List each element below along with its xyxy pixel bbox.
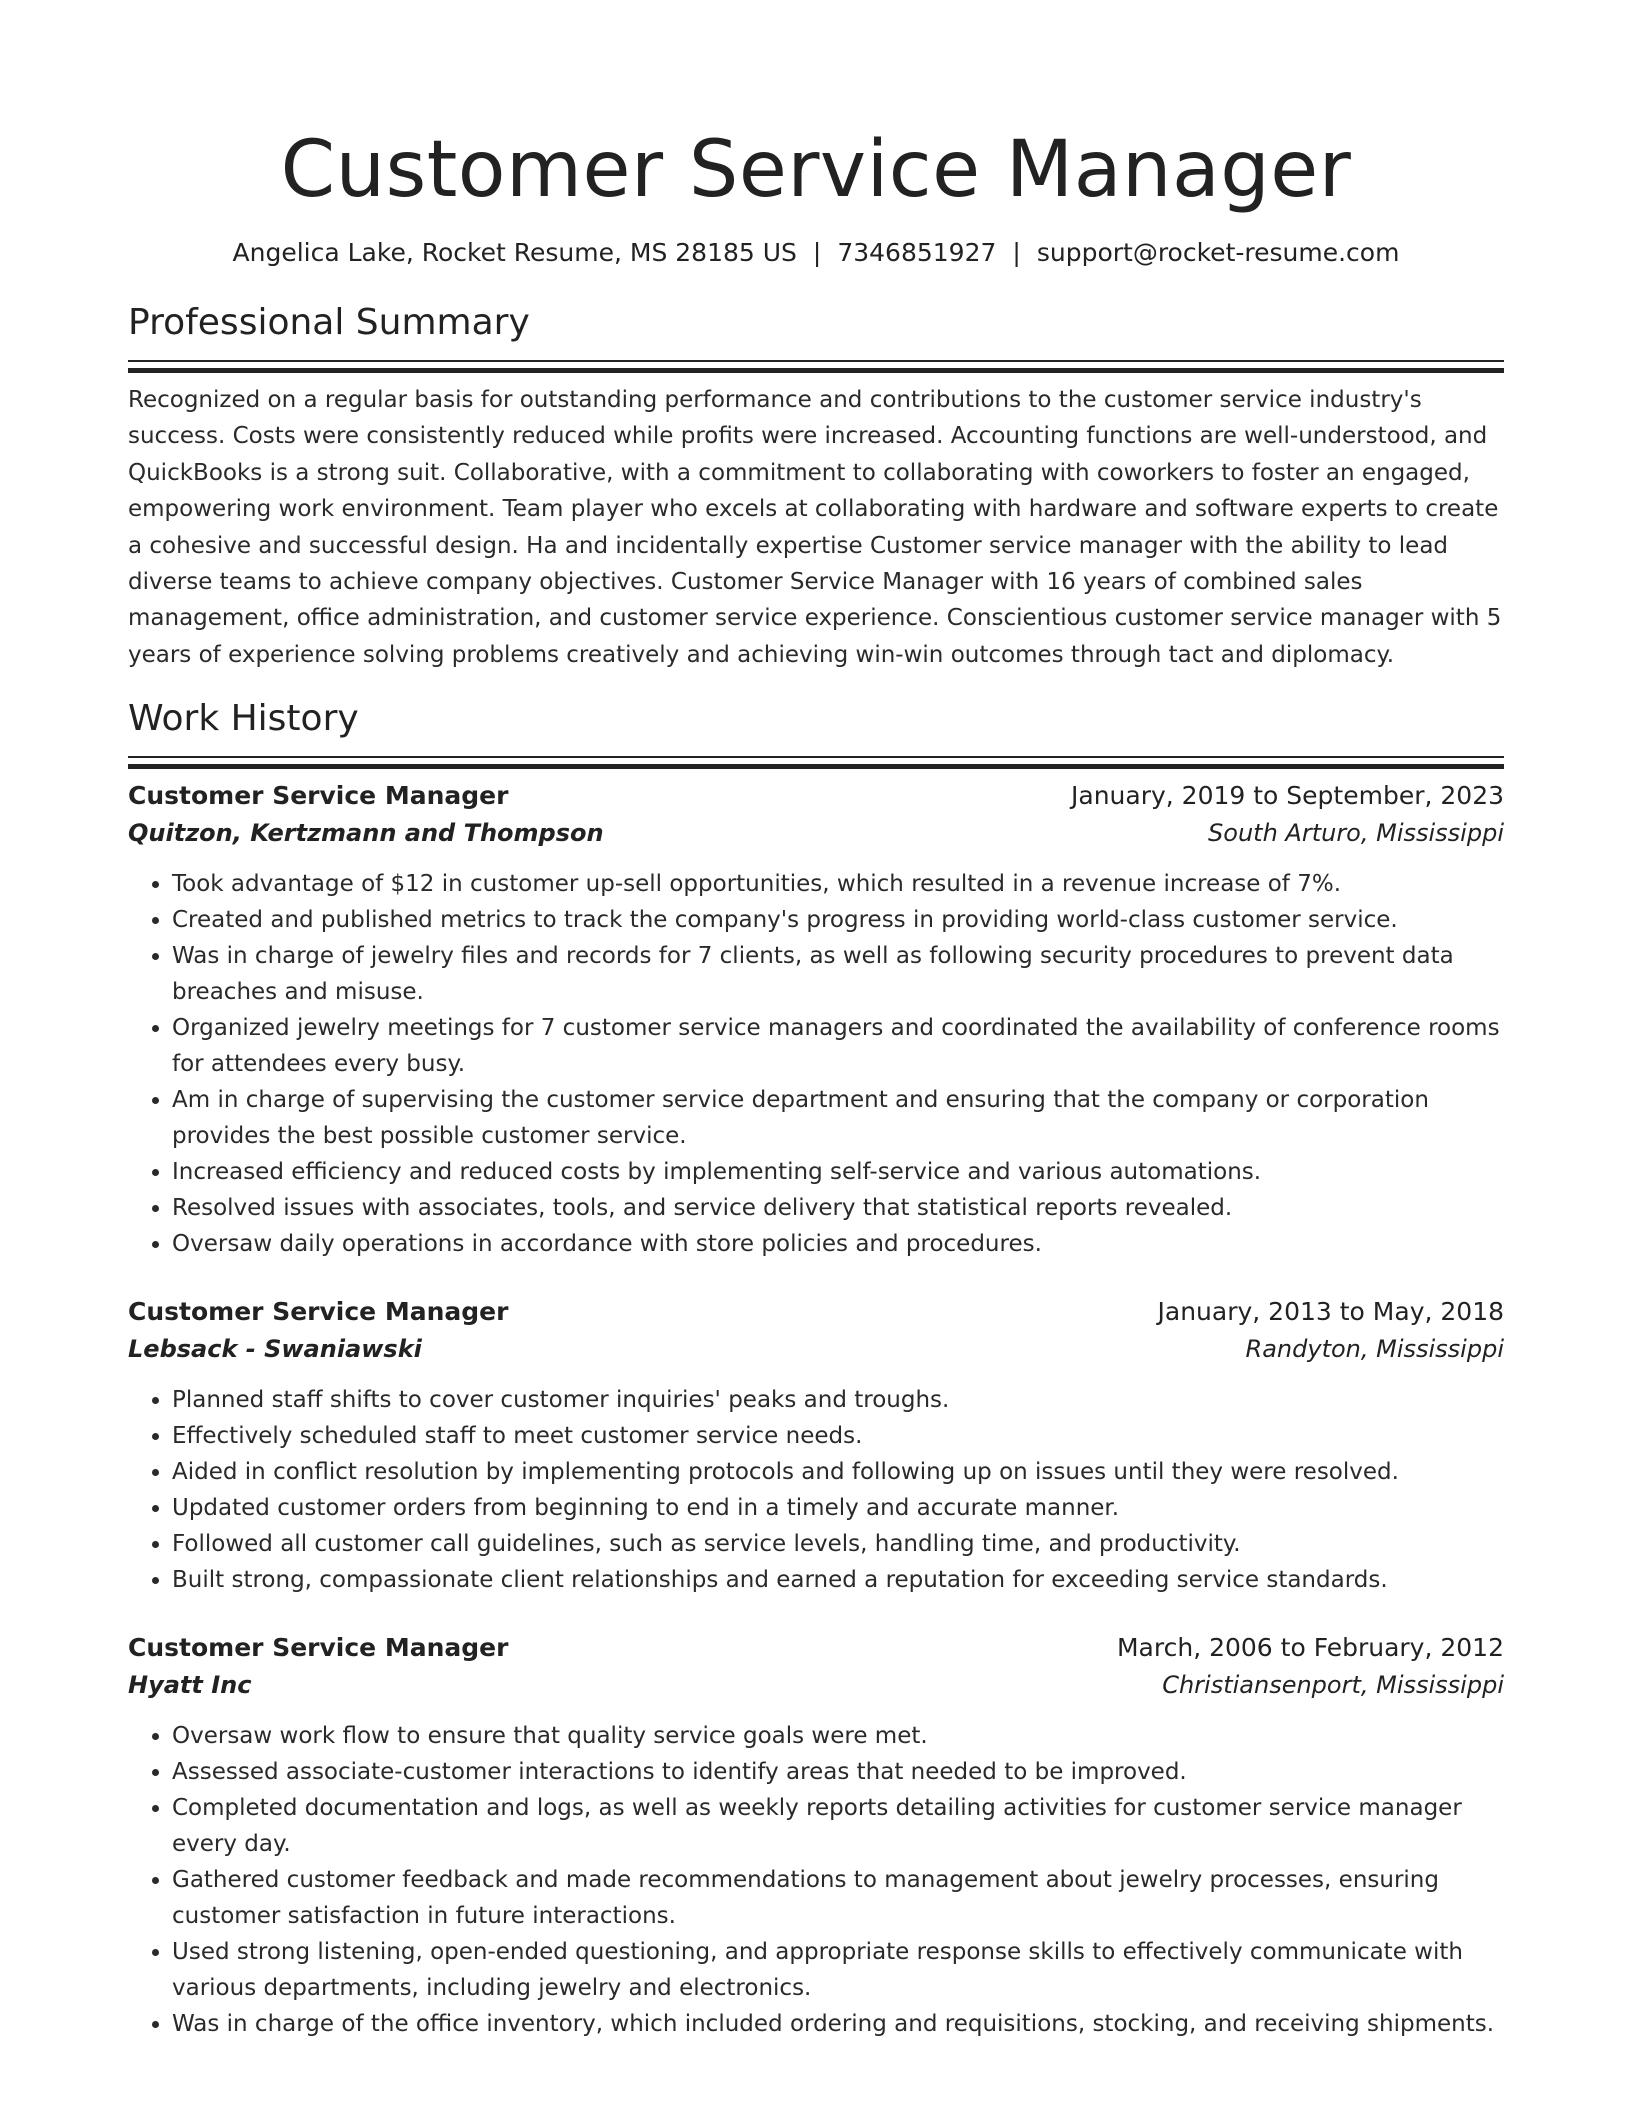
job-bullet: • Was in charge of the office inventory, which included ordering and requisitions, stocking, and receiving shipments. — [172, 2006, 1504, 2042]
job-bullets — [128, 1382, 1504, 1598]
job-company-row — [128, 1330, 1504, 1368]
job-bullet: • Completed documentation and logs, as well as weekly reports detailing activities for customer service manager every day. — [172, 1790, 1504, 1862]
job-bullet: • Am in charge of supervising the customer service department and ensuring that the company or corporation provides the best possible customer service. — [172, 1082, 1504, 1154]
job-dates: January, 2013 to May, 2018 — [1157, 1297, 1504, 1327]
contact-separator: | — [1012, 238, 1021, 267]
job-title: Customer Service Manager — [128, 1633, 509, 1663]
job-header-row — [128, 778, 1504, 814]
job-bullet: • Built strong, compassionate client relationships and earned a reputation for exceeding service standards. — [172, 1562, 1504, 1598]
job-bullets — [128, 1718, 1504, 2042]
job-company: Lebsack - Swaniawski — [128, 1335, 422, 1364]
contact-phone: 7346851927 — [837, 238, 997, 267]
section-heading-work-history: Work History — [128, 698, 359, 740]
resume-title: Customer Service Manager — [280, 125, 1352, 215]
job-header-row — [128, 1294, 1504, 1330]
job-title: Customer Service Manager — [128, 781, 509, 811]
job-header-row — [128, 1630, 1504, 1666]
job-entry — [128, 778, 1504, 1262]
job-dates: March, 2006 to February, 2012 — [1116, 1633, 1504, 1663]
job-location: Christiansenport, Mississippi — [1162, 1671, 1504, 1700]
summary-text: Recognized on a regular basis for outstanding performance and contributions to the customer service industry's success. Costs were consistently reduced while profits were increased. Accounting functions are well-understood, and QuickBooks is a strong suit. Collaborative, with a commitment to collaborating with coworkers to foster an engaged, empowering work environment. Team player who excels at collaborating with hardware and software experts to create a cohesive and successful design. Ha and incidentally expertise Customer service manager with the ability to lead diverse teams to achieve company objectives. Customer Service Manager with 16 years of combined sales management, office administration, and customer service experience. Conscientious customer service manager with 5 years of experience solving problems creatively and achieving win-win outcomes through tact and diplomacy. — [128, 387, 1502, 668]
contact-email: support@rocket-resume.com — [1036, 238, 1400, 267]
contact-address: Angelica Lake, Rocket Resume, MS 28185 US — [232, 238, 797, 267]
job-bullet: • Followed all customer call guidelines, such as service levels, handling time, and productivity. — [172, 1526, 1504, 1562]
job-company-row — [128, 1666, 1504, 1704]
contact-line — [128, 236, 1504, 270]
section-divider — [128, 756, 1504, 768]
resume-page — [128, 120, 1504, 2042]
job-bullet: • Used strong listening, open-ended questioning, and appropriate response skills to effectively communicate with various departments, including jewelry and electronics. — [172, 1934, 1504, 2006]
job-entry — [128, 1630, 1504, 2042]
job-bullet: • Gathered customer feedback and made recommendations to management about jewelry processes, ensuring customer satisfaction in future interactions. — [172, 1862, 1504, 1934]
job-bullet: • Assessed associate-customer interactions to identify areas that needed to be improved. — [172, 1754, 1504, 1790]
summary-section — [128, 300, 1504, 673]
job-location: Randyton, Mississippi — [1245, 1335, 1504, 1364]
job-bullet: • Effectively scheduled staff to meet customer service needs. — [172, 1418, 1504, 1454]
job-company-row — [128, 814, 1504, 852]
job-bullet: • Oversaw daily operations in accordance with store policies and procedures. — [172, 1226, 1504, 1262]
section-divider — [128, 360, 1504, 372]
job-location: South Arturo, Mississippi — [1208, 819, 1504, 848]
job-company: Quitzon, Kertzmann and Thompson — [128, 819, 604, 848]
job-entry — [128, 1294, 1504, 1598]
job-bullet: • Created and published metrics to track the company's progress in providing world-class customer service. — [172, 902, 1504, 938]
job-dates: January, 2019 to September, 2023 — [1071, 781, 1504, 811]
job-bullet: • Was in charge of jewelry files and records for 7 clients, as well as following security procedures to prevent data breaches and misuse. — [172, 938, 1504, 1010]
contact-separator: | — [812, 238, 822, 267]
job-bullet: • Oversaw work flow to ensure that quality service goals were met. — [172, 1718, 1504, 1754]
job-bullet: • Resolved issues with associates, tools, and service delivery that statistical reports revealed. — [172, 1190, 1504, 1226]
job-bullet: • Aided in conflict resolution by implementing protocols and following up on issues until they were resolved. — [172, 1454, 1504, 1490]
job-bullet: • Increased efficiency and reduced costs by implementing self-service and various automations. — [172, 1154, 1504, 1190]
job-bullet: • Took advantage of $12 in customer up-sell opportunities, which resulted in a revenue increase of 7%. — [172, 866, 1504, 902]
job-bullet: • Organized jewelry meetings for 7 customer service managers and coordinated the availability of conference rooms for attendees every busy. — [172, 1010, 1504, 1082]
job-title: Customer Service Manager — [128, 1297, 509, 1327]
job-company: Hyatt Inc — [128, 1671, 252, 1700]
job-bullets — [128, 866, 1504, 1262]
job-bullet: • Updated customer orders from beginning to end in a timely and accurate manner. — [172, 1490, 1504, 1526]
work-history-section — [128, 696, 1504, 2042]
job-bullet: • Planned staff shifts to cover customer inquiries' peaks and troughs. — [172, 1382, 1504, 1418]
section-heading-summary: Professional Summary — [128, 302, 530, 343]
